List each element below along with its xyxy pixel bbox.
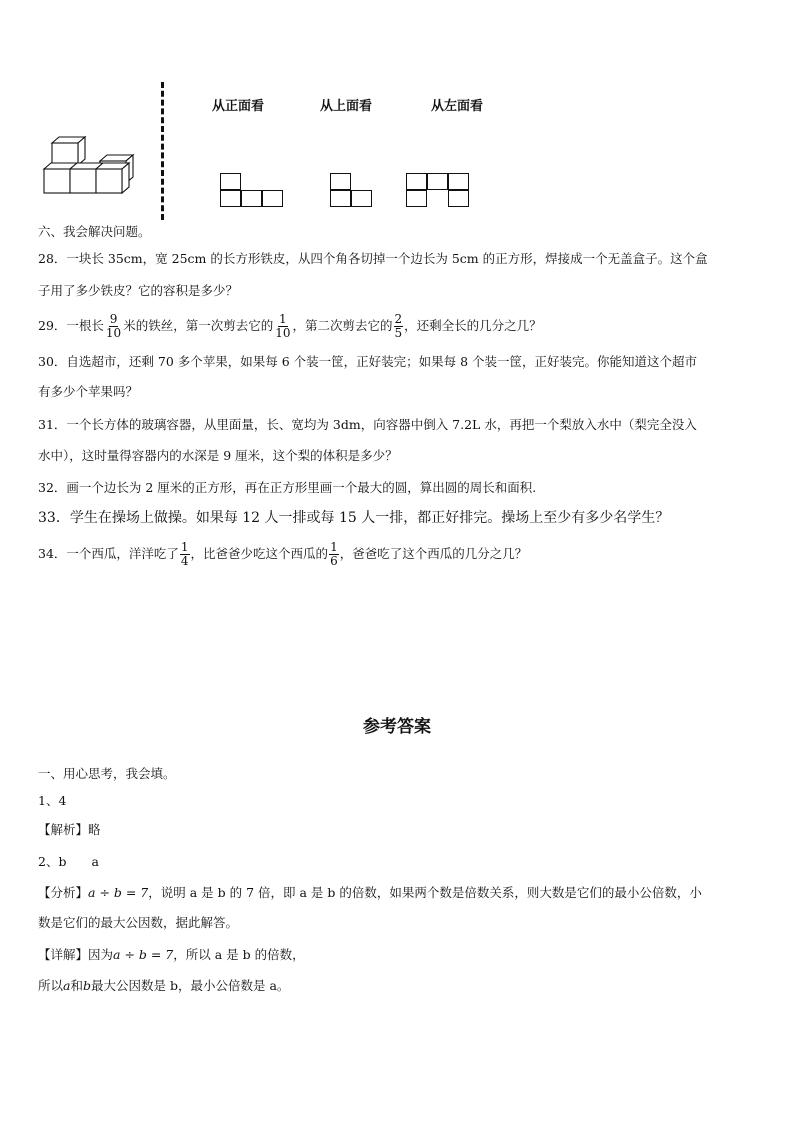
detail-text: ，所以 a 是 b 的倍数， [173, 947, 305, 962]
q29-text-a: 29．一根长 [38, 318, 104, 333]
answer-2: 2、b a [38, 854, 99, 869]
variable: a [63, 978, 71, 993]
grid-cell [351, 190, 372, 207]
question-30-line1: 30．自选超市，还剩 70 多个苹果，如果每 6 个装一筐，正好装完；如果每 8 个装一筐，正好装完。你能知道这个超市 [38, 354, 698, 369]
answer-2-conclusion [38, 976, 289, 996]
conclusion-text: 最大公因数是 b，最小公倍数是 a。 [91, 978, 290, 993]
q34-text-b: ，比爸爸少吃这个西瓜的 [190, 546, 329, 561]
fraction [105, 313, 122, 340]
question-32: 32．画一个边长为 2 厘米的正方形，再在正方形里画一个最大的圆，算出圆的周长和面积. [38, 480, 537, 495]
question-31-line2: 水中），这时量得容器内的水深是 9 厘米，这个梨的体积是多少？ [38, 448, 398, 463]
question-33: 33．学生在操场上做操。如果每 12 人一排或每 15 人一排，都正好排完。操场上至少有多少名学生？ [38, 510, 670, 526]
q29-text-d: ，还剩全长的几分之几？ [404, 318, 542, 333]
q34-text-a: 34．一个西瓜，洋洋吃了 [38, 546, 179, 561]
dashed-divider [161, 82, 164, 220]
top-view-label: 从上面看 [320, 99, 373, 114]
fraction [329, 541, 339, 568]
question-34 [38, 540, 527, 568]
question-28-line2: 子用了多少铁皮？它的容积是多少？ [38, 283, 239, 298]
question-29 [38, 312, 542, 340]
section6-title: 六、我会解决问题。 [38, 224, 151, 239]
variable: b [82, 978, 91, 993]
q34-text-c: ，爸爸吃了这个西瓜的几分之几？ [339, 546, 528, 561]
fraction-denominator: 10 [105, 326, 122, 340]
fraction-denominator: 6 [330, 554, 338, 568]
grid-cell [406, 190, 427, 207]
question-28-line1: 28．一块长 35cm，宽 25cm 的长方形铁皮，从四个角各切掉一个边长为 5cm 的正方形，焊接成一个无盖盒子。这个盒 [38, 251, 708, 266]
analysis-label: 【分析】 [38, 885, 89, 900]
grid-cell [220, 190, 241, 207]
answer-2-analysis-line2: 数是它们的最大公因数，据此解答。 [38, 915, 239, 930]
grid-cell [330, 190, 351, 207]
grid-cell [448, 173, 469, 190]
answer-2-detail [38, 945, 305, 965]
fraction-numerator: 9 [109, 312, 118, 326]
conclusion-text: 和 [70, 978, 83, 993]
answer-1-analysis: 【解析】略 [38, 822, 101, 837]
grid-cell [262, 190, 283, 207]
grid-cell [406, 173, 427, 190]
answer-1: 1、4 [38, 793, 67, 808]
question-30-line2: 有多少个苹果吗？ [38, 384, 139, 399]
cube-figure [40, 135, 140, 197]
fraction-numerator: 1 [180, 540, 189, 554]
fraction-denominator: 4 [180, 554, 189, 568]
fraction [180, 541, 190, 568]
formula: a ÷ b = 7 [88, 885, 149, 900]
question-31-line1: 31．一个长方体的玻璃容器，从里面量，长、宽均为 3dm，向容器中倒入 7.2L 水，再把一个梨放入水中（梨完全没入 [38, 417, 697, 432]
left-view-label: 从左面看 [431, 99, 484, 114]
answers-title: 参考答案 [363, 717, 431, 737]
fraction-numerator: 1 [279, 312, 287, 326]
formula: a ÷ b = 7 [113, 947, 174, 962]
answer-2-analysis-line1 [38, 883, 702, 903]
analysis-text: ，说明 a 是 b 的 7 倍，即 a 是 b 的倍数，如果两个数是倍数关系，则大数是它们的最小公倍数，小 [148, 885, 702, 900]
grid-cell [220, 173, 241, 190]
detail-label: 【详解】因为 [38, 947, 114, 962]
q29-text-c: ，第二次剪去它的 [292, 318, 393, 333]
conclusion-text: 所以 [38, 978, 64, 993]
fraction-numerator: 1 [330, 540, 338, 554]
fraction-numerator: 2 [394, 312, 403, 326]
grid-cell [330, 173, 351, 190]
grid-cell [241, 190, 262, 207]
fraction-denominator: 5 [394, 326, 403, 340]
fraction [394, 313, 404, 340]
q29-text-b: 米的铁丝，第一次剪去它的 [123, 318, 274, 333]
fraction-denominator: 10 [275, 326, 291, 340]
front-view-label: 从正面看 [212, 99, 265, 114]
answers-section1: 一、用心思考，我会填。 [38, 766, 176, 781]
fraction [274, 313, 291, 340]
grid-cell [427, 173, 448, 190]
grid-cell [448, 190, 469, 207]
